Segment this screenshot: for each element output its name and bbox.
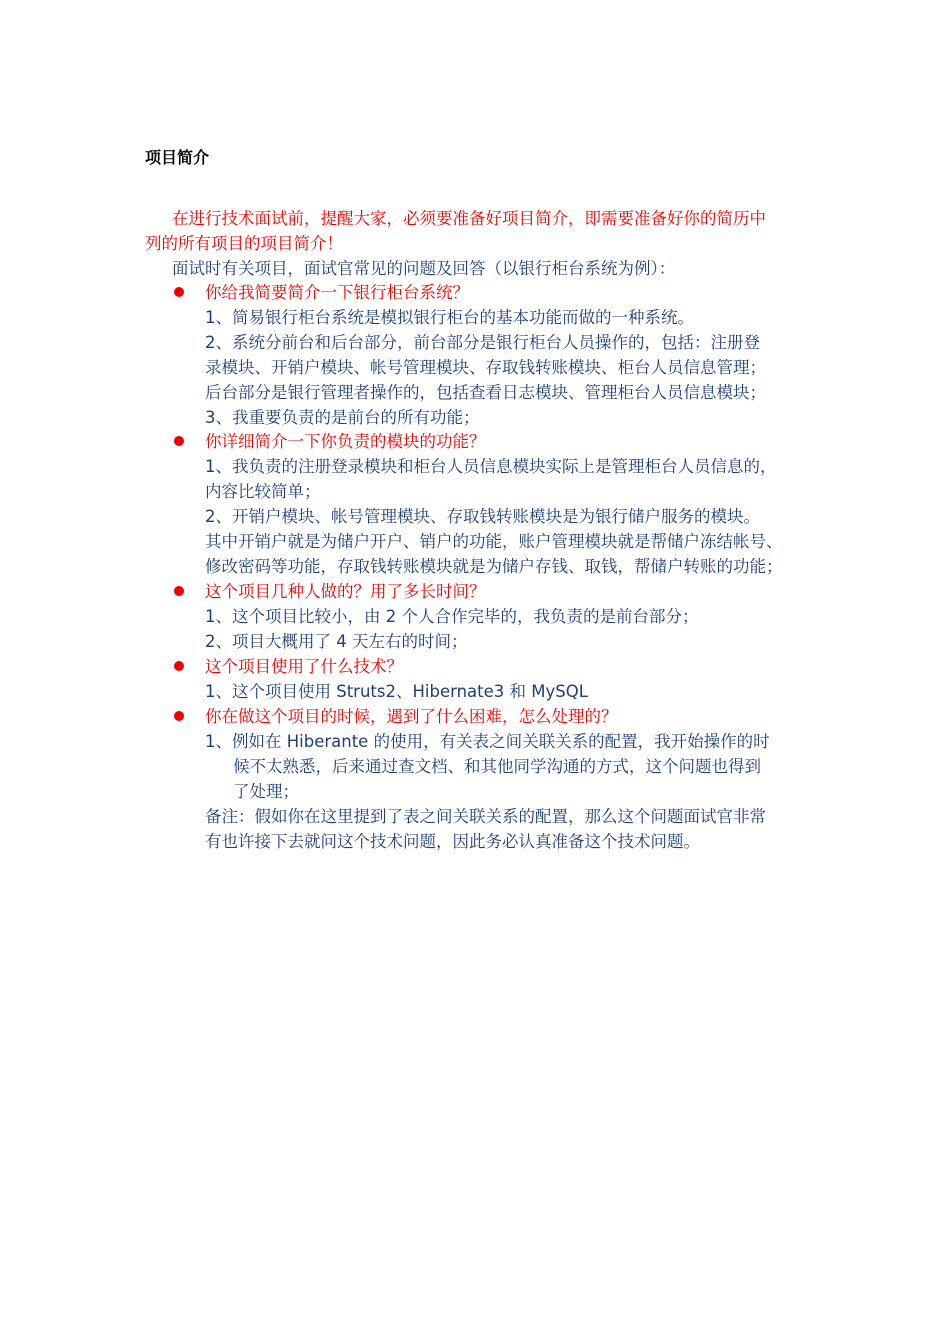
answer-2-1-line-2: 内容比较简单； bbox=[205, 482, 321, 501]
answer-5-1-line-1: 1、例如在 Hiberante 的使用，有关表之间关联关系的配置，我开始操作的时 bbox=[205, 732, 770, 751]
bullet-icon bbox=[174, 661, 184, 671]
bullet-icon bbox=[174, 436, 184, 446]
answer-3-1: 1、这个项目比较小，由 2 个人合作完毕的，我负责的是前台部分； bbox=[205, 607, 699, 626]
bullet-icon bbox=[174, 586, 184, 596]
answer-1-3: 3、我重要负责的是前台的所有功能； bbox=[205, 408, 480, 427]
question-2: 你详细简介一下你负责的模块的功能？ bbox=[205, 432, 486, 451]
note-line-1: 备注：假如你在这里提到了表之间关联关系的配置，那么这个问题面试官非常 bbox=[205, 807, 766, 826]
answer-5-1-line-3: 了处理； bbox=[233, 782, 299, 801]
answer-1-1: 1、简易银行柜台系统是模拟银行柜台的基本功能而做的一种系统。 bbox=[205, 308, 694, 327]
document-title: 项目简介 bbox=[145, 148, 210, 167]
question-4: 这个项目使用了什么技术？ bbox=[205, 657, 403, 676]
answer-1-2-line-2: 录模块、开销户模块、帐号管理模块、存取钱转账模块、柜台人员信息管理； bbox=[205, 358, 766, 377]
question-5: 你在做这个项目的时候，遇到了什么困难，怎么处理的？ bbox=[205, 707, 618, 726]
intro-line-3: 面试时有关项目，面试官常见的问题及回答（以银行柜台系统为例）： bbox=[172, 259, 676, 278]
answer-1-2-line-1: 2、系统分前台和后台部分，前台部分是银行柜台人员操作的，包括：注册登 bbox=[205, 333, 760, 352]
question-1: 你给我简要简介一下银行柜台系统？ bbox=[205, 283, 469, 302]
note-line-2: 有也许接下去就问这个技术问题，因此务必认真准备这个技术问题。 bbox=[205, 832, 700, 851]
answer-2-2-line-3: 修改密码等功能，存取钱转账模块就是为储户存钱、取钱，帮储户转账的功能； bbox=[205, 557, 783, 576]
answer-4-1: 1、这个项目使用 Struts2、Hibernate3 和 MySQL bbox=[205, 682, 588, 701]
intro-line-2: 列的所有项目的项目简介！ bbox=[145, 234, 343, 253]
answer-1-2-line-3: 后台部分是银行管理者操作的，包括查看日志模块、管理柜台人员信息模块； bbox=[205, 383, 766, 402]
intro-line-1: 在进行技术面试前，提醒大家，必须要准备好项目简介，即需要准备好你的简历中 bbox=[172, 209, 766, 228]
answer-2-2-line-1: 2、开销户模块、帐号管理模块、存取钱转账模块是为银行储户服务的模块。 bbox=[205, 507, 760, 526]
answer-5-1-line-2: 候不太熟悉，后来通过查文档、和其他同学沟通的方式，这个问题也得到 bbox=[233, 757, 761, 776]
question-3: 这个项目几种人做的？用了多长时间？ bbox=[205, 582, 486, 601]
bullet-icon bbox=[174, 711, 184, 721]
answer-2-2-line-2: 其中开销户就是为储户开户、销户的功能，账户管理模块就是帮储户冻结帐号、 bbox=[205, 532, 783, 551]
answer-3-2: 2、项目大概用了 4 天左右的时间； bbox=[205, 632, 468, 651]
answer-2-1-line-1: 1、我负责的注册登录模块和柜台人员信息模块实际上是管理柜台人员信息的， bbox=[205, 457, 777, 476]
bullet-icon bbox=[174, 287, 184, 297]
